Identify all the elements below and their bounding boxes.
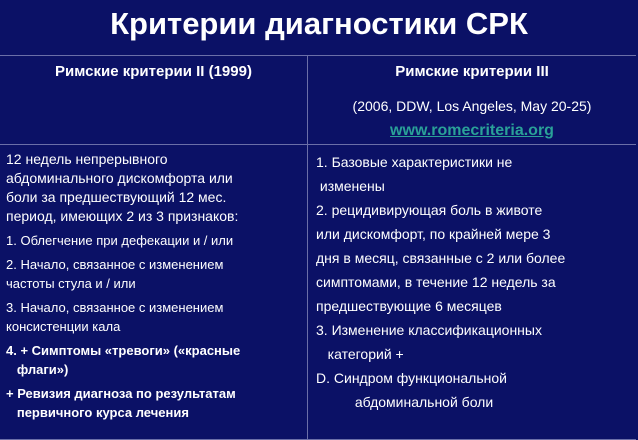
- romecriteria-link[interactable]: www.romecriteria.org: [390, 122, 554, 139]
- left-line: флаги»): [6, 362, 69, 377]
- left-line: консистенции кала: [6, 319, 121, 334]
- criteria-table: [0, 55, 636, 440]
- right-line: категорий +: [316, 346, 404, 362]
- left-line: 2. Начало, связанное с изменением: [6, 257, 224, 272]
- right-line: предшествующие 6 месяцев: [316, 298, 502, 314]
- left-line: 3. Начало, связанное с изменением: [6, 300, 224, 315]
- right-line: 2. рецидивирующая боль в животе: [316, 202, 543, 218]
- left-line: частоты стула и / или: [6, 276, 136, 291]
- right-line: или дискомфорт, по крайней мере 3: [316, 226, 551, 242]
- right-line: симптомами, в течение 12 недель за: [316, 274, 556, 290]
- right-line: 3. Изменение классификационных: [316, 322, 542, 338]
- left-line: первичного курса лечения: [6, 405, 189, 420]
- left-line: 12 недель непрерывного: [6, 151, 168, 167]
- right-column-header: Римские критерии III: [395, 63, 549, 80]
- left-line: боли за предшествующий 12 мес.: [6, 189, 227, 205]
- right-line: 1. Базовые характеристики не: [316, 154, 513, 170]
- left-line: 4. + Симптомы «тревоги» («красные: [6, 343, 241, 358]
- right-line: абдоминальной боли: [316, 394, 494, 410]
- right-line: D. Синдром функциональной: [316, 370, 507, 386]
- page-title: Критерии диагностики СРК: [110, 6, 528, 41]
- left-line: + Ревизия диагноза по результатам: [6, 386, 236, 401]
- right-line: изменены: [316, 178, 385, 194]
- left-line: период, имеющих 2 из 3 признаков:: [6, 208, 239, 224]
- left-column-content: [6, 150, 304, 422]
- right-column-content: [316, 150, 632, 414]
- header-divider: [0, 144, 636, 145]
- right-line: дня в месяц, связанные с 2 или более: [316, 250, 566, 266]
- right-column-subheader: (2006, DDW, Los Angeles, May 20-25): [352, 98, 592, 114]
- left-line: 1. Облегчение при дефекации и / или: [6, 233, 234, 248]
- left-line: абдоминального дискомфорта или: [6, 170, 233, 186]
- left-column-header: Римские критерии II (1999): [55, 63, 252, 80]
